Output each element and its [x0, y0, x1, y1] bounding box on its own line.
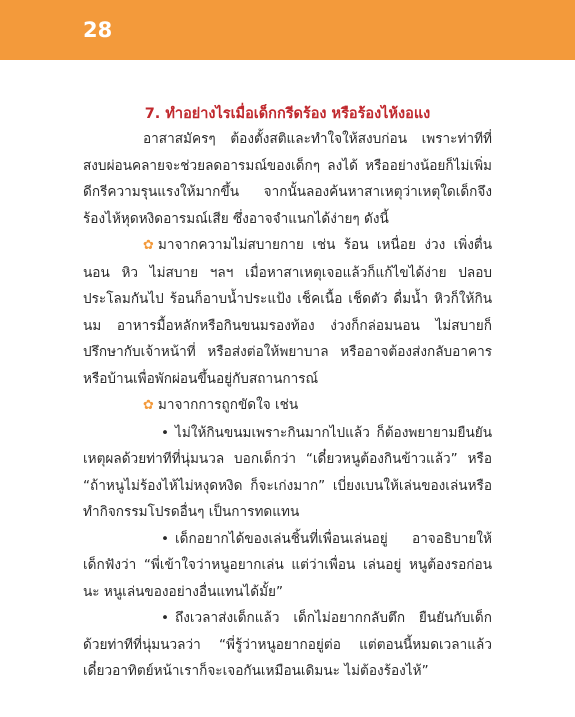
sub-list-item-text: ถึงเวลาส่งเด็กแล้ว เด็กไม่อยากกลับตึก ยืนยันกับเด็กด้วยท่าทีที่นุ่มนวลว่า “พี่รู้ว่าหนูอยากอยู่ต่อ แต่ตอนนี้หมดเวลาแล้ว เดี๋ยวอาทิตย์หน้าเราก็จะเจอกันเหมือนเดิมนะ ไม่ต้องร้องไห้” — [83, 610, 492, 679]
document-body — [83, 100, 492, 685]
sub-list-item-text: ไม่ให้กินขนมเพราะกินมากไปแล้ว ก็ต้องพยายามยืนยันเหตุผลด้วยท่าทีที่นุ่มนวล บอกเด็กว่า “เดี๋ยวหนูต้องกินข้าวแล้ว” หรือ “ถ้าหนูไม่ร้องไห้ไม่หงุดหงิด ก็จะเก่งมาก” เบี่ยงเบนให้เล่นของเล่นหรือทำกิจกรรมโปรดอื่นๆ เป็นการทดแทน — [83, 424, 492, 520]
flower-bullet-icon: ✿ — [143, 398, 154, 413]
bullet-dot-icon: • — [161, 530, 170, 547]
sub-list-item — [83, 605, 492, 685]
list-item-frustration — [83, 392, 492, 420]
bullet-dot-icon: • — [161, 424, 170, 441]
list-item-physical-discomfort — [83, 232, 492, 392]
intro-paragraph: อาสาสมัครๆ ต้องตั้งสติและทำใจให้สงบก่อน เพราะท่าทีที่สงบผ่อนคลายจะช่วยลดอารมณ์ของเด็กๆ ลงได้ หรืออย่างน้อยก็ไม่เพิ่มดีกรีความรุนแรงให้มากขึ้น จากนั้นลองค้นหาสาเหตุว่าเหตุใดเด็กจึงร้องไห้หุดหงิดอารมณ์เสีย ซึ่งอาจจำแนกได้ง่ายๆ ดังนี้ — [83, 131, 492, 227]
list-item-text: มาจากความไม่สบายกาย เช่น ร้อน เหนื่อย ง่วง เพิ่งตื่นนอน หิว ไม่สบาย ฯลฯ เมื่อหาสาเหตุเจอแล้วก็แก้ไขได้ง่าย ปลอบประโลมกันไป ร้อนก็อาบน้ำประแป้ง เช็คเนื้อ เช็ดตัว ดื่มน้ำ หิวก็ให้กินนม อาหารมื้อหลักหรือกินขนมรองท้อง ง่วงก็กล่อมนอน ไม่สบายก็ปรึกษากับเจ้าหน้าที่ หรือส่งต่อให้พยาบาล หรืออาจต้องส่งกลับอาคารหรือบ้านเพื่อพักผ่อนขึ้นอยู่กับสถานการณ์ — [83, 237, 492, 387]
page-header-bar — [0, 0, 575, 60]
bullet-dot-icon: • — [161, 610, 170, 626]
flower-bullet-icon: ✿ — [143, 238, 154, 253]
list-item-text: มาจากการถูกขัดใจ เช่น — [157, 397, 299, 413]
sub-list-item-text: เด็กอยากได้ของเล่นชิ้นที่เพื่อนเล่นอยู่ อาจอธิบายให้เด็กฟังว่า “พี่เข้าใจว่าหนูอยากเล่น แต่ว่าเพื่อน เล่นอยู่ หนูต้องรอก่อนนะ หนูเล่นของอย่างอื่นแทนได้มั้ย” — [83, 530, 492, 600]
page-number: 28 — [83, 18, 113, 42]
sub-list-item — [83, 526, 492, 606]
section-title: 7. ทำอย่างไรเมื่อเด็กกรีดร้อง หรือร้องไห้งอแง — [144, 106, 431, 122]
sub-list-item — [83, 420, 492, 526]
